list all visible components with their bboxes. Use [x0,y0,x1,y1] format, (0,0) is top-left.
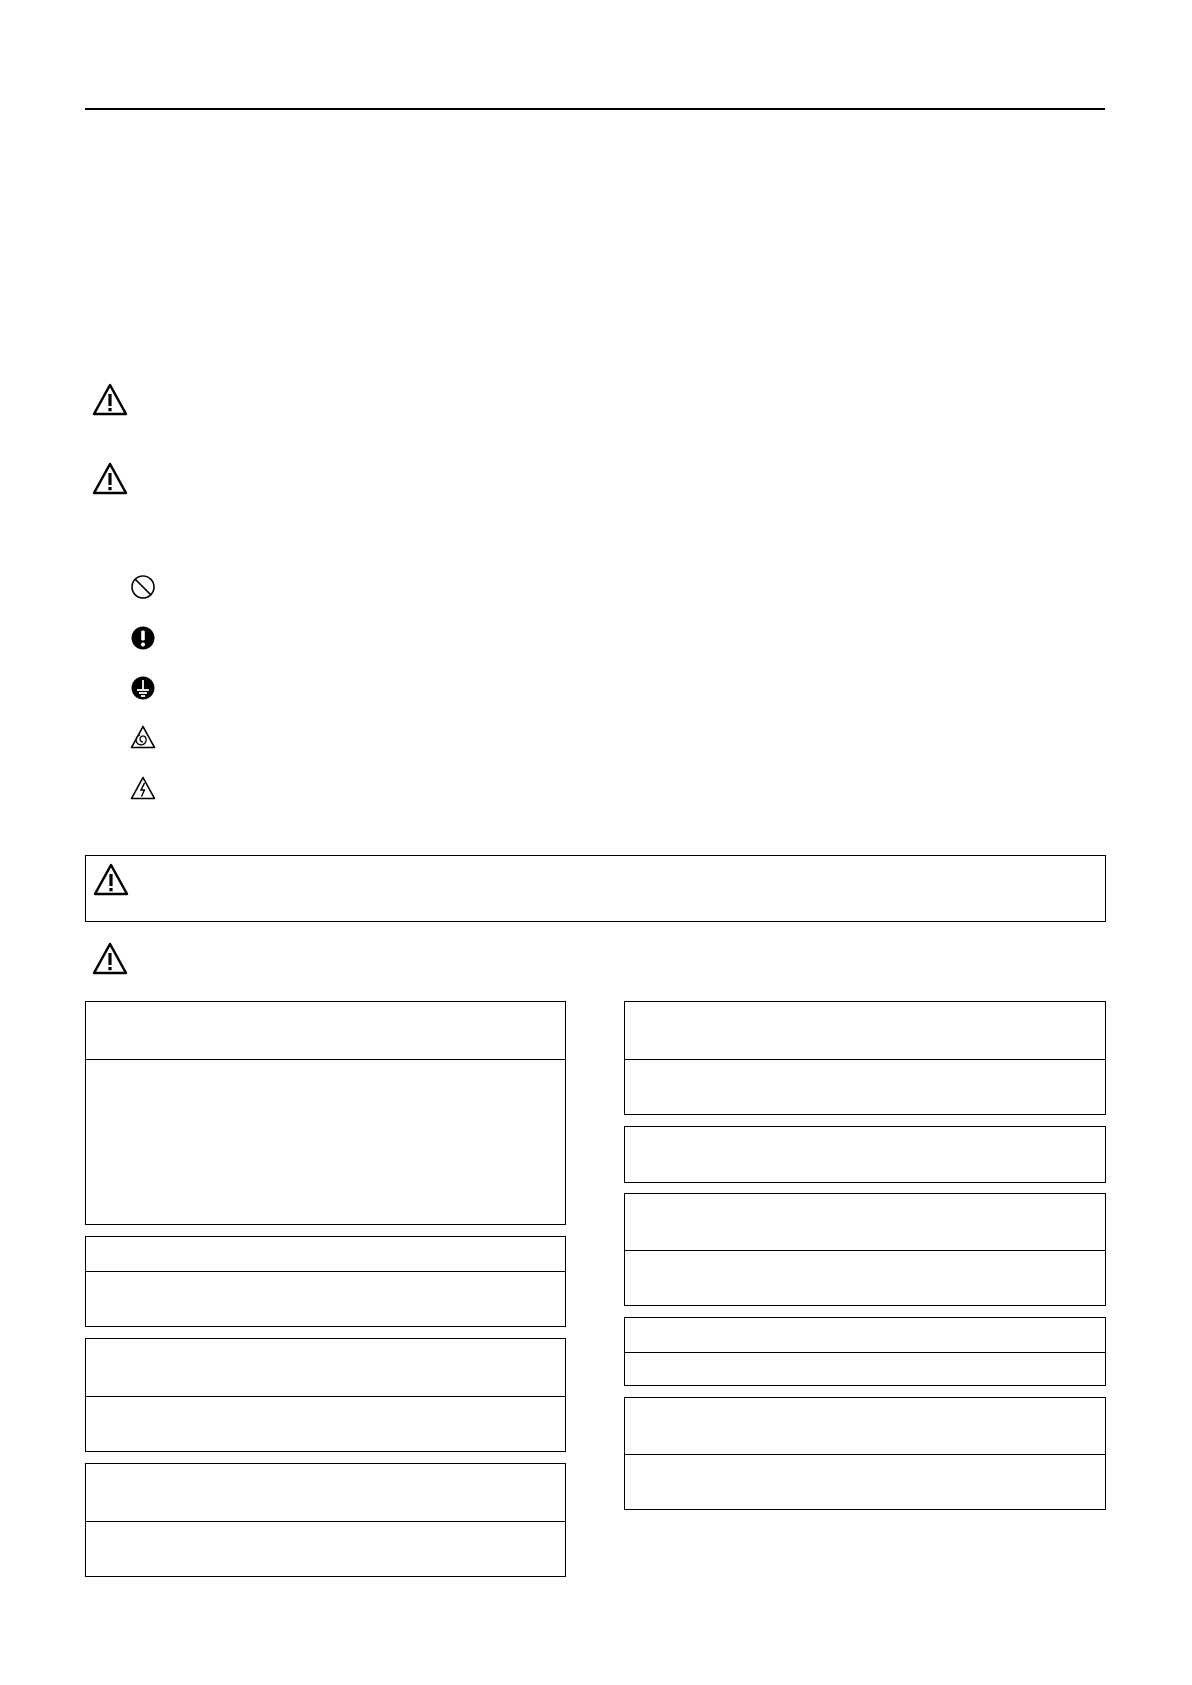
box-header-cell [625,1194,1105,1250]
box-header-cell [625,1002,1105,1059]
right-box-4 [624,1317,1106,1386]
right-box-3 [624,1193,1106,1306]
box-body-cell [86,1271,565,1326]
left-box-3 [85,1338,566,1452]
box-header-cell [86,1237,565,1271]
warning-triangle-icon [92,383,128,416]
left-box-1 [85,1001,566,1225]
box-body-cell [625,1352,1105,1385]
top-rule [85,108,1105,110]
box-single-cell [625,1127,1105,1182]
ground-icon [130,675,156,701]
warning-triangle-icon [92,462,128,495]
box-body-cell [625,1250,1105,1305]
electric-shock-icon [130,776,156,800]
box-header-cell [86,1464,565,1521]
right-box-1 [624,1001,1106,1115]
prohibition-icon [130,574,156,600]
box-body-cell [86,1521,565,1576]
right-box-5 [624,1397,1106,1510]
left-box-2 [85,1236,566,1327]
right-box-2 [624,1126,1106,1183]
box-header-cell [86,1002,565,1059]
box-body-cell [86,1396,565,1451]
left-box-4 [85,1463,566,1577]
box-header-cell [86,1339,565,1396]
rotating-parts-icon [130,725,156,749]
warning-triangle-icon [92,942,128,975]
box-body-cell [625,1454,1105,1509]
box-header-cell [625,1318,1105,1352]
box-body-cell [625,1059,1105,1114]
box-body-cell [86,1059,565,1224]
mandatory-action-icon [130,625,156,651]
box-header-cell [625,1398,1105,1454]
warning-triangle-icon [93,863,129,896]
warning-banner [85,855,1106,922]
